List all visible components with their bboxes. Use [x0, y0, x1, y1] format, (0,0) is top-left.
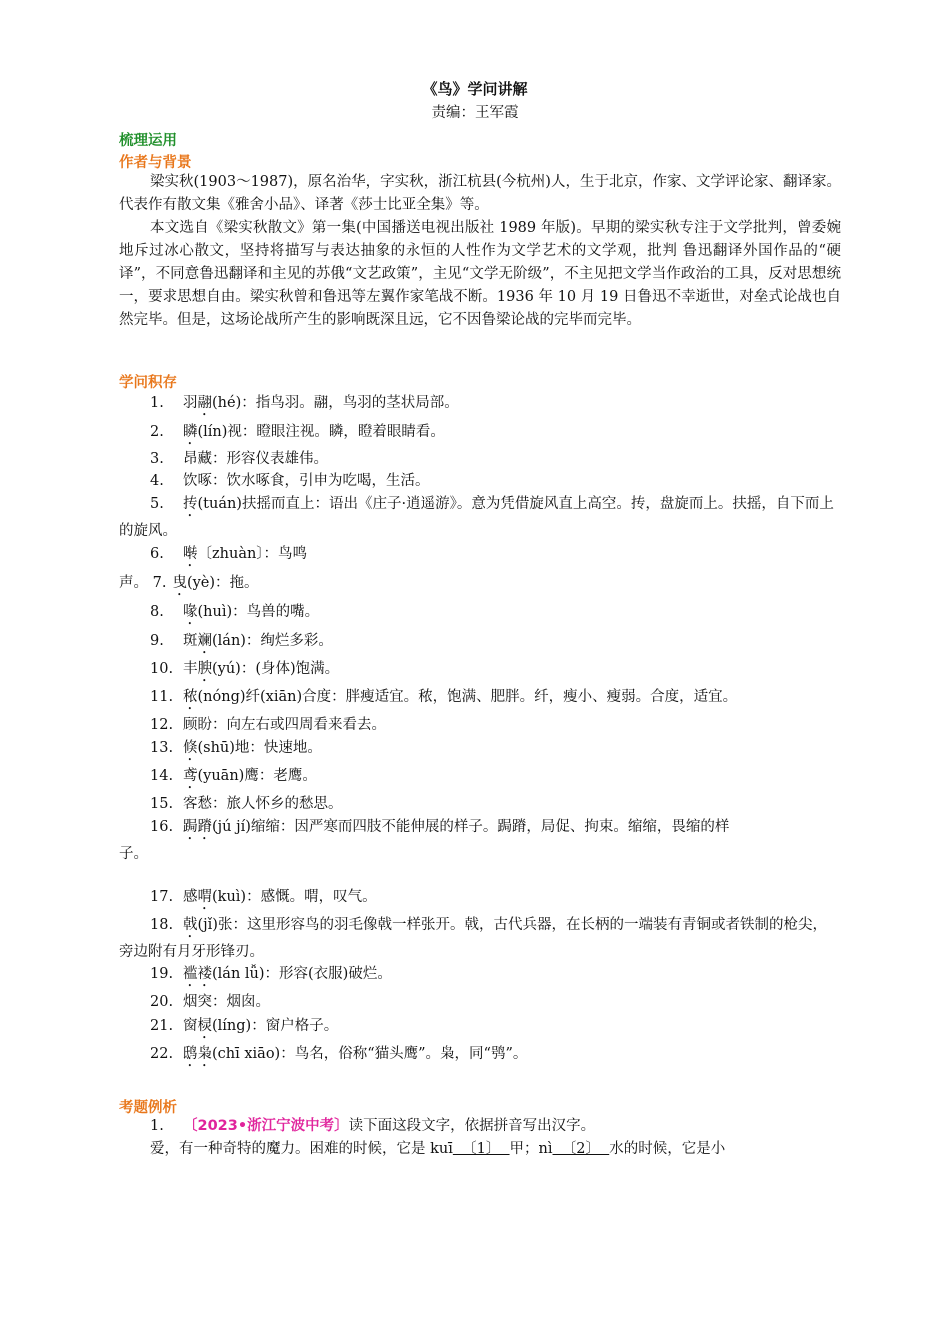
vocab-text: (tuán)扶摇而直上：语出《庄子·逍遥游》。意为凭借旋风直上高空。抟，盘旋而上。扶摇，自下而上的旋风。	[119, 496, 834, 539]
vocab-item	[119, 793, 841, 816]
vocab-number: 10.	[150, 661, 174, 677]
vocab-number: 11.	[150, 689, 174, 705]
vocab-item	[119, 470, 841, 493]
exam-blank-1[interactable]: 〔1〕	[452, 1141, 510, 1157]
vocab-term: 跼	[183, 819, 198, 835]
vocab-item	[119, 765, 841, 792]
vocab-term: 啭	[183, 546, 198, 562]
vocab-number: 18.	[150, 917, 174, 933]
vocab-text: 丰	[183, 661, 198, 677]
exam-question: 读下面这段文字，依据拼音写出汉字。	[348, 1118, 596, 1134]
vocab-term: 秾	[183, 689, 198, 705]
vocab-term: 褴	[183, 966, 198, 982]
vocab-number: 5.	[150, 496, 164, 512]
vocab-term: 斓	[197, 633, 212, 649]
vocab-number: 22.	[150, 1046, 174, 1062]
vocab-item	[119, 392, 841, 419]
vocab-text: 顾盼：向左右或四周看来看去。	[183, 717, 386, 733]
vocab-text: (xiān)合度：胖瘦适宜。秾，饱满、肥胖。纤，瘦小、瘦弱。合度，适宜。	[260, 689, 738, 705]
exam-passage-mid-1: 甲；nì	[509, 1141, 553, 1157]
exam-passage-line	[119, 1138, 841, 1161]
vocab-item	[119, 714, 841, 737]
vocab-term: 喟	[197, 889, 212, 905]
section-exam-heading: 考题例析	[119, 1100, 177, 1116]
vocab-term: 倏	[183, 740, 198, 756]
vocab-item	[119, 816, 841, 866]
vocab-number: 9.	[150, 633, 164, 649]
vocab-term: 腴	[197, 661, 212, 677]
vocab-item	[119, 601, 841, 628]
vocab-number: 2.	[150, 424, 164, 440]
vocab-text: (lán)：绚烂多彩。	[212, 633, 333, 649]
vocab-text: (shū)地：快速地。	[197, 740, 322, 756]
vocab-item	[119, 658, 841, 685]
vocab-term: 鸱	[183, 1046, 198, 1062]
vocab-tail: 子。	[119, 846, 148, 862]
vocab-lead: 声。	[119, 575, 148, 591]
vocab-text: (jǐ)张：这里形容鸟的羽毛像戟一样张开。戟，古代兵器，在长柄的一端装有青铜或者铁制的枪尖，旁边附有月牙形锋刃。	[119, 917, 827, 960]
author-paragraph: 本文选自《梁实秋散文》第一集(中国播送电视出版社 1989 年版)。早期的梁实秋专注于文学批判，曾委婉地斥过冰心散文，坚持将描写与表达抽象的永恒的人性作为文学艺术的文学观，批判 鲁迅翻译外国作品的“硬译”，不同意鲁迅翻译和主见的苏俄“文艺政策”，主见“文学无阶级”，不主见把文学当作政治的工具，反对思想统一，要求思想自由。梁实秋曾和鲁迅等左翼作家笔战不断。1936 年 10 月 19 日鲁迅不幸逝世，对垒式论战也自然完毕。但是，这场论战所产生的影响既深且远，它不因鲁梁论战的完毕而完毕。	[119, 220, 841, 328]
vocab-text: 客愁：旅人怀乡的愁思。	[183, 796, 343, 812]
vocab-text: (yú)：(身体)饱满。	[212, 661, 340, 677]
vocab-text: (yè)：拖。	[186, 575, 259, 591]
vocab-number: 8.	[150, 604, 164, 620]
vocab-item	[119, 543, 841, 570]
vocab-number: 19.	[150, 966, 174, 982]
vocab-number: 3.	[150, 451, 164, 467]
vocab-term: 褛	[197, 966, 212, 982]
vocab-item	[119, 963, 841, 990]
vocab-number: 1.	[150, 395, 164, 411]
author-paragraph: 梁实秋(1903～1987)，原名治华，字实秋，浙江杭县(今杭州)人，生于北京，作家、文学评论家、翻译家。代表作有散文集《雅舍小品》、译著《莎士比亚全集》等。	[119, 174, 841, 213]
vocab-number: 7.	[152, 575, 167, 591]
exam-blank-2[interactable]: 〔2〕	[552, 1141, 610, 1157]
vocab-number: 12.	[150, 717, 174, 733]
vocab-number: 4.	[150, 473, 164, 489]
vocab-text: 感	[183, 889, 198, 905]
vocab-term: 棂	[197, 1018, 212, 1034]
exam-number: 1.	[150, 1118, 164, 1134]
exam-passage-start: 爱，有一种奇特的魔力。困难的时候，它是 kuī	[150, 1141, 453, 1157]
vocab-item	[119, 1015, 841, 1042]
vocab-text: 〔zhuàn〕：鸟鸣	[197, 546, 308, 562]
vocab-item	[119, 1043, 841, 1070]
vocab-text: (hé)：指鸟羽。翮，鸟羽的茎状局部。	[212, 395, 459, 411]
vocab-item	[119, 448, 841, 471]
vocab-number: 6.	[150, 546, 164, 562]
vocab-item	[119, 737, 841, 764]
section-vocab-heading: 学问积存	[119, 375, 177, 391]
vocab-item	[119, 886, 841, 913]
vocab-term: 戟	[183, 917, 198, 933]
vocab-item	[119, 686, 841, 713]
vocab-term: 瞵	[183, 424, 198, 440]
section-overview-heading: 梳理运用	[119, 133, 177, 149]
vocab-number: 17.	[150, 889, 174, 905]
vocab-item	[119, 572, 841, 599]
vocab-text: (jú jí)缩缩：因严寒而四肢不能伸展的样子。跼蹐，局促、拘束。缩缩，畏缩的样	[212, 819, 730, 835]
author-background-text	[119, 171, 841, 332]
vocab-text: (chī xiāo)：鸟名，俗称“猫头鹰”。枭，同“鸮”。	[212, 1046, 528, 1062]
vocab-text: 饮啄：饮水啄食，引申为吃喝，生活。	[183, 473, 430, 489]
vocab-text: (nóng)纤	[197, 689, 261, 705]
vocab-term: 枭	[197, 1046, 212, 1062]
vocab-text: (líng)：窗户格子。	[212, 1018, 339, 1034]
vocab-item	[119, 493, 841, 543]
vocab-text: (huì)：鸟兽的嘴。	[197, 604, 320, 620]
exam-passage-mid-2: 水的时候，它是小	[609, 1141, 726, 1157]
vocab-term: 蹐	[197, 819, 212, 835]
vocab-term: 抟	[183, 496, 198, 512]
vocab-text: (lán lǚ)：形容(衣服)破烂。	[212, 966, 392, 982]
vocab-number: 21.	[150, 1018, 174, 1034]
vocab-item	[119, 630, 841, 657]
vocab-item	[119, 914, 841, 964]
editor-line: 责编：王军霞	[431, 105, 519, 121]
vocab-text: (kuì)：感慨。喟，叹气。	[212, 889, 377, 905]
vocab-term: 曳	[172, 575, 187, 591]
vocab-number: 20.	[150, 994, 174, 1010]
vocab-number: 15.	[150, 796, 174, 812]
vocab-term: 喙	[183, 604, 198, 620]
vocab-item	[119, 421, 841, 448]
vocab-text: 昂藏：形容仪表雄伟。	[183, 451, 328, 467]
vocab-text: (lín)视：瞪眼注视。瞵，瞪着眼睛看。	[197, 424, 445, 440]
vocab-term: 鸢	[183, 768, 198, 784]
vocab-number: 13.	[150, 740, 174, 756]
section-author-heading: 作者与背景	[119, 155, 192, 171]
vocab-text: 斑	[183, 633, 198, 649]
exam-question-line	[119, 1115, 841, 1138]
vocab-text: (yuān)鹰：老鹰。	[197, 768, 317, 784]
vocab-text: 羽	[183, 395, 198, 411]
vocab-term: 翮	[197, 395, 212, 411]
page-title: 《鸟》学问讲解	[422, 80, 528, 98]
exam-source-tag: 〔2023•浙江宁波中考〕	[183, 1118, 349, 1134]
vocab-text: 窗	[183, 1018, 198, 1034]
vocab-text: 烟突：烟囱。	[183, 994, 270, 1010]
vocab-number: 16.	[150, 819, 174, 835]
vocab-item	[119, 991, 841, 1014]
vocab-number: 14.	[150, 768, 174, 784]
